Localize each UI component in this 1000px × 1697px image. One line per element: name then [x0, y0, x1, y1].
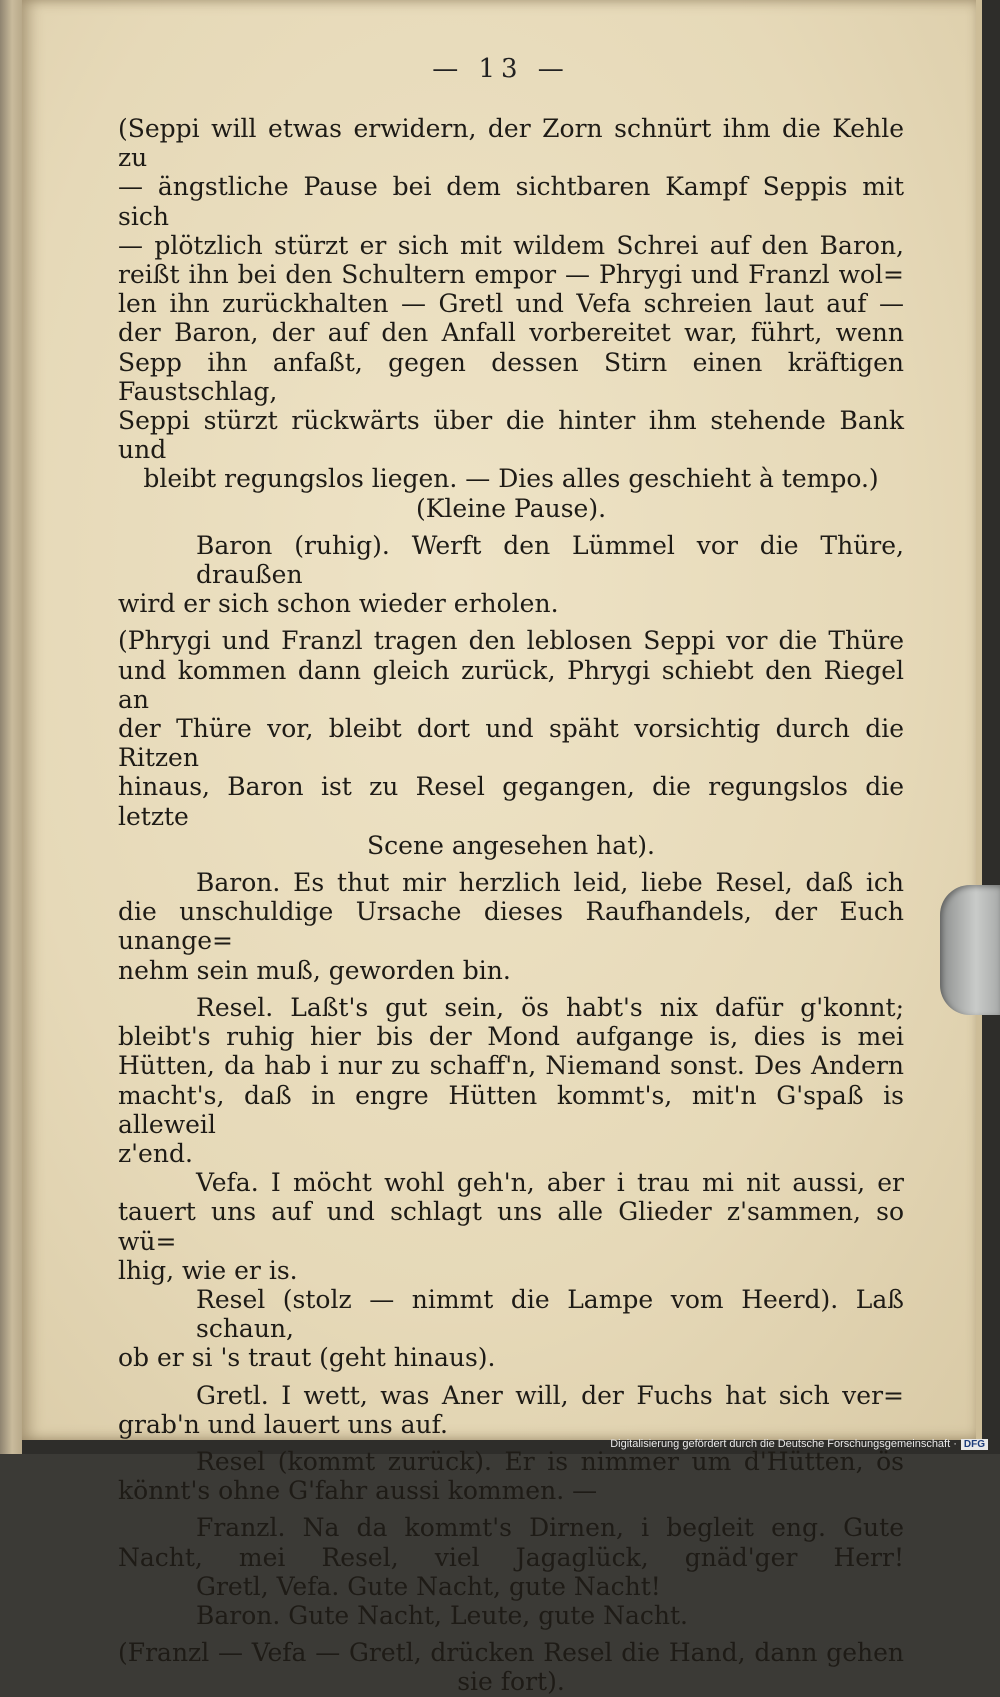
- text-line: — plötzlich stürzt er sich mit wildem Schrei auf den Baron,: [118, 230, 904, 260]
- text-line: Seppi stürzt rückwärts über die hinter ihm stehende Bank und: [118, 406, 904, 465]
- text-line: Resel. Laßt's gut sein, ös habt's nix dafür g'konnt;: [196, 992, 904, 1022]
- text-line: der Baron, der auf den Anfall vorbereitet war, führt, wenn: [118, 318, 904, 348]
- text-line: (Franzl — Vefa — Gretl, drücken Resel die Hand, dann gehen: [118, 1638, 904, 1668]
- text-line: ob er si 's traut (geht hinaus).: [118, 1343, 496, 1373]
- text-line: wird er sich schon wieder erholen.: [118, 589, 559, 619]
- text-line: (Kleine Pause).: [415, 493, 607, 523]
- page-number: — 13 —: [432, 54, 570, 84]
- text-line: tauert uns auf und schlagt uns alle Glieder z'sammen, so wü=: [118, 1197, 904, 1256]
- text-line: (Seppi will etwas erwidern, der Zorn schnürt ihm die Kehle zu: [118, 114, 904, 173]
- text-line: grab'n und lauert uns auf.: [118, 1409, 448, 1439]
- dfg-logo: DFG: [961, 1439, 988, 1450]
- text-line: Vefa. I möcht wohl geh'n, aber i trau mi nit aussi, er: [196, 1168, 904, 1198]
- text-line: Hütten, da hab i nur zu schaff'n, Niemand sonst. Des Andern: [118, 1051, 904, 1081]
- text-line: könnt's ohne G'fahr aussi kommen. —: [118, 1476, 598, 1506]
- adjacent-page-edge: [0, 0, 22, 1454]
- text-line: Gretl, Vefa. Gute Nacht, gute Nacht!: [196, 1571, 661, 1601]
- text-line: bleibt regungslos liegen. — Dies alles geschieht à tempo.): [143, 464, 879, 494]
- text-line: Nacht, mei Resel, viel Jagaglück, gnäd'ger Herr!: [118, 1542, 904, 1572]
- text-line: Baron (ruhig). Werft den Lümmel vor die Thüre, draußen: [196, 530, 904, 590]
- text-line: Baron. Gute Nacht, Leute, gute Nacht.: [196, 1600, 688, 1630]
- text-line: Franzl. Na da kommt's Dirnen, i begleit eng. Gute: [196, 1513, 904, 1543]
- text-line: die unschuldige Ursache dieses Raufhandels, der Euch unange=: [118, 897, 904, 956]
- digitization-credit: [610, 1438, 988, 1450]
- text-line: reißt ihn bei den Schultern empor — Phrygi und Franzl wol=: [118, 260, 904, 290]
- text-line: nehm sein muß, geworden bin.: [118, 955, 511, 985]
- text-line: Sepp ihn anfaßt, gegen dessen Stirn einen kräftigen Faustschlag,: [118, 347, 904, 406]
- text-line: (Phrygi und Franzl tragen den leblosen Seppi vor die Thüre: [118, 626, 904, 656]
- text-line: len ihn zurückhalten — Gretl und Vefa schreien laut auf —: [118, 289, 904, 319]
- text-line: Baron. Es thut mir herzlich leid, liebe Resel, daß ich: [196, 868, 904, 898]
- text-line: — ängstliche Pause bei dem sichtbaren Kampf Seppis mit sich: [118, 172, 904, 231]
- text-line: Resel (stolz — nimmt die Lampe vom Heerd). Laß schaun,: [196, 1284, 904, 1344]
- text-line: sie fort).: [457, 1667, 565, 1697]
- text-line: Resel (kommt zurück). Er is nimmer um d'Hütten, ös: [196, 1446, 904, 1476]
- text-line: macht's, daß in engre Hütten kommt's, mit'n G'spaß is alleweil: [118, 1080, 904, 1139]
- text-line: Gretl. I wett, was Aner will, der Fuchs hat sich ver=: [196, 1380, 904, 1410]
- text-line: bleibt's ruhig hier bis der Mond aufgange is, dies is mei: [118, 1022, 904, 1052]
- text-line: hinaus, Baron ist zu Resel gegangen, die regungslos die letzte: [118, 772, 904, 831]
- page-edge: [976, 0, 982, 1440]
- scanner-tab: [940, 885, 1000, 1015]
- text-line: lhig, wie er is.: [118, 1255, 298, 1285]
- text-line: Scene angesehen hat).: [367, 830, 655, 860]
- text-line: z'end.: [118, 1138, 193, 1168]
- text-line: und kommen dann gleich zurück, Phrygi schiebt den Riegel an: [118, 655, 904, 714]
- text-line: der Thüre vor, bleibt dort und späht vorsichtig durch die Ritzen: [118, 714, 904, 773]
- page-text: [118, 114, 904, 1697]
- credit-text: Digitalisierung gefördert durch die Deutsche Forschungsgemeinschaft ·: [610, 1438, 957, 1450]
